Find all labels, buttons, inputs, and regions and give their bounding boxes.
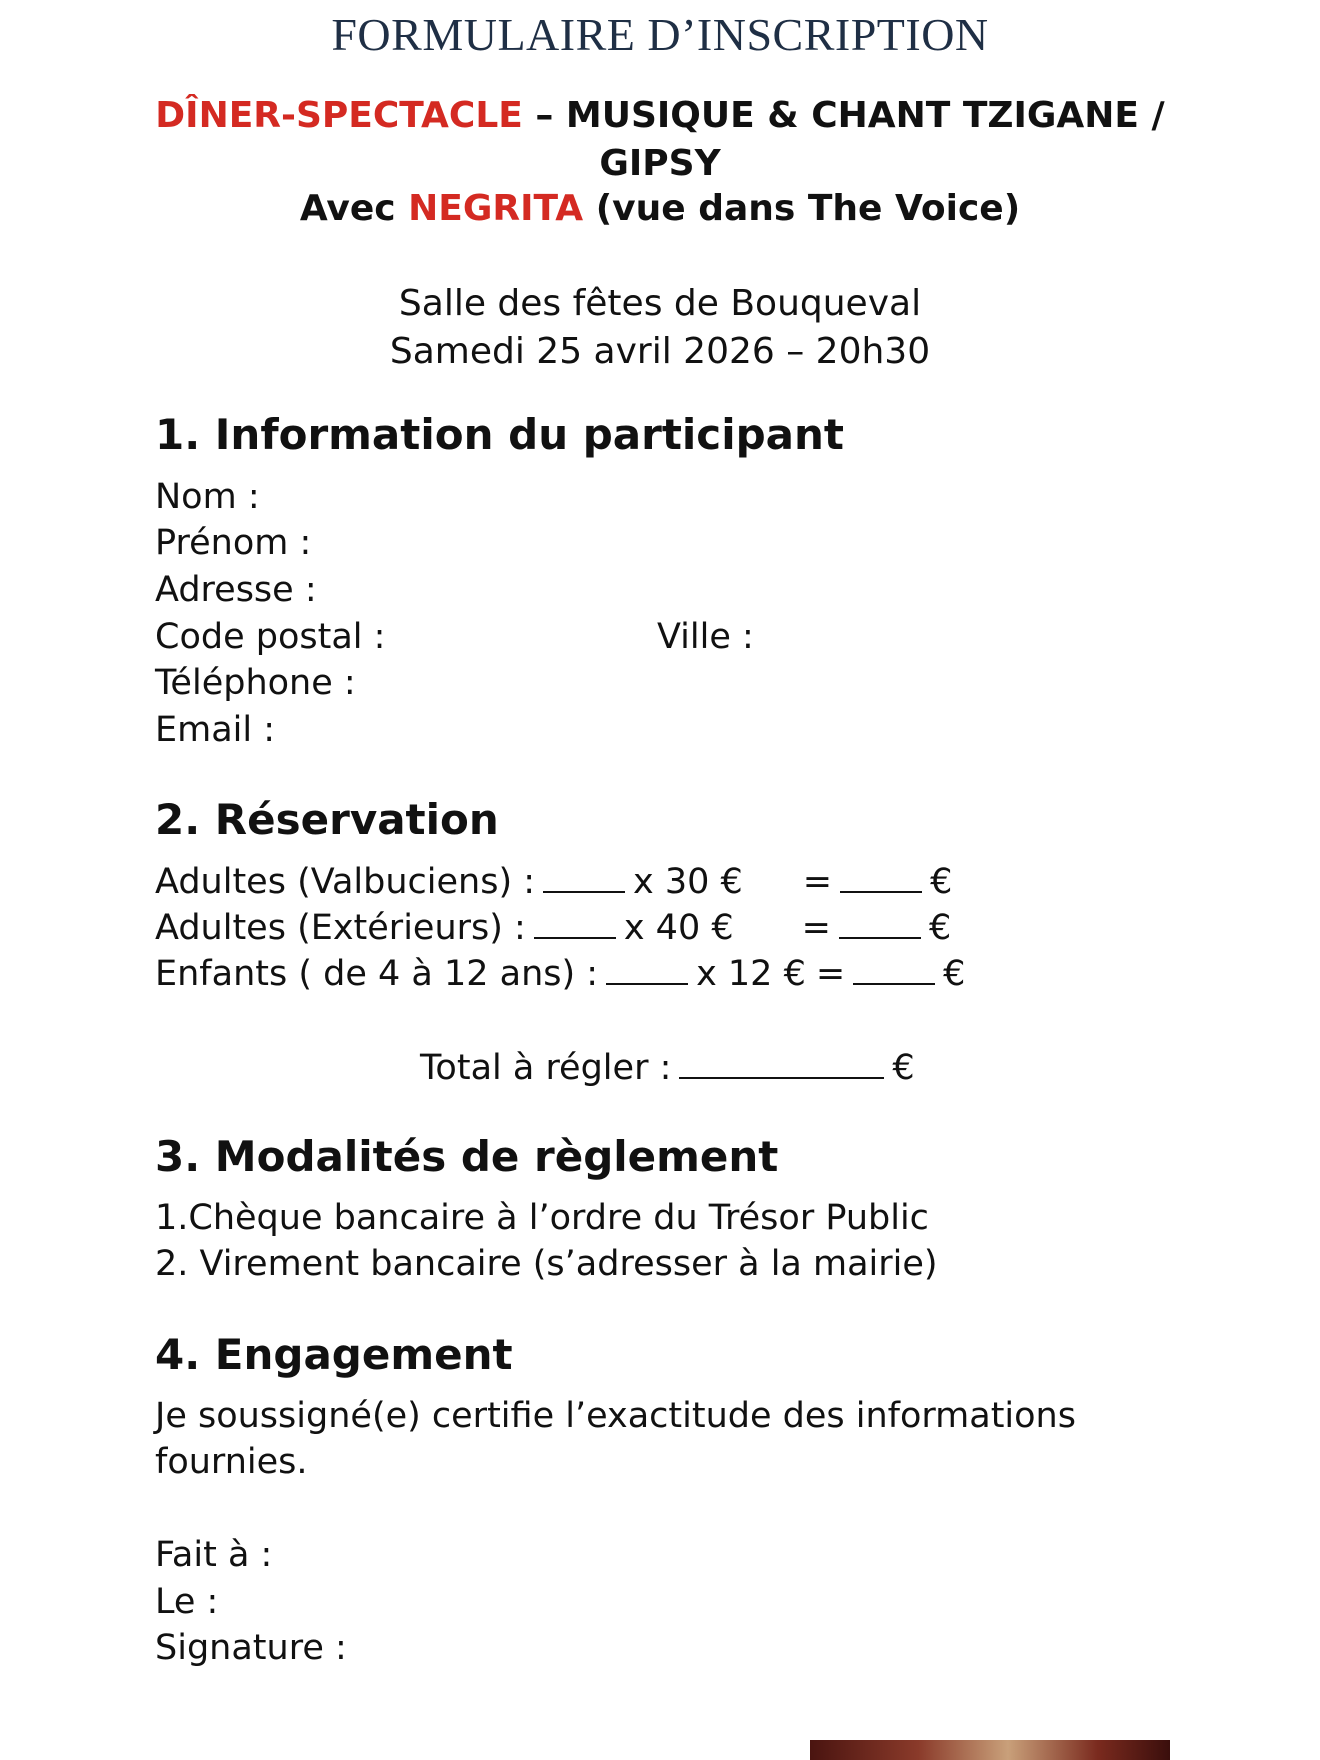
total-currency: € xyxy=(892,1048,915,1088)
artist-prefix: Avec xyxy=(299,188,409,229)
field-prenom: Prénom : xyxy=(155,523,312,563)
section-participant-title: 1. Information du participant xyxy=(155,410,844,459)
currency: € xyxy=(943,954,966,994)
venue-block xyxy=(0,280,1320,376)
equals-sign: = xyxy=(801,908,831,948)
payment-option-cheque: 1.Chèque bancaire à l’ordre du Trésor Public xyxy=(155,1198,929,1238)
reservation-row-enfants xyxy=(155,953,965,994)
currency: € xyxy=(928,908,952,948)
section-engagement-title: 4. Engagement xyxy=(155,1330,513,1379)
event-photo xyxy=(810,1740,1170,1760)
subtotal-blank xyxy=(840,861,922,893)
artist-note: (vue dans The Voice) xyxy=(583,188,1021,229)
field-fait-a: Fait à : xyxy=(155,1535,273,1575)
artist-name: NEGRITA xyxy=(408,188,584,229)
quantity-blank xyxy=(534,907,616,939)
field-telephone: Téléphone : xyxy=(155,663,356,703)
subtotal-blank xyxy=(839,907,921,939)
field-email: Email : xyxy=(155,710,276,750)
event-theme-line2: GIPSY xyxy=(599,143,721,184)
equals-sign: = xyxy=(815,954,846,994)
field-adresse: Adresse : xyxy=(155,570,317,610)
field-ville: Ville : xyxy=(657,617,754,657)
field-code-postal: Code postal : xyxy=(155,617,386,657)
equals-sign: = xyxy=(802,862,833,902)
section-reservation-title: 2. Réservation xyxy=(155,795,499,844)
quantity-blank xyxy=(606,953,688,985)
form-title: FORMULAIRE D’INSCRIPTION xyxy=(331,9,989,60)
event-type: DÎNER-SPECTACLE xyxy=(155,95,523,136)
reservation-label: Enfants ( de 4 à 12 ans) : xyxy=(155,954,599,994)
field-signature: Signature : xyxy=(155,1628,347,1668)
payment-option-virement: 2. Virement bancaire (s’adresser à la mairie) xyxy=(155,1244,938,1284)
artist-line xyxy=(0,188,1320,229)
venue: Salle des fêtes de Bouqueval xyxy=(398,283,922,324)
subtotal-blank xyxy=(853,953,935,985)
event-theme: – MUSIQUE & CHANT TZIGANE / xyxy=(522,95,1165,136)
event-title xyxy=(0,92,1320,188)
quantity-blank xyxy=(543,861,625,893)
unit-price: x 12 € xyxy=(696,954,806,994)
unit-price: x 40 € xyxy=(623,908,734,948)
total-label: Total à régler : xyxy=(420,1048,672,1088)
section-payment-title: 3. Modalités de règlement xyxy=(155,1132,779,1181)
reservation-row-exterieurs xyxy=(155,907,951,948)
field-le: Le : xyxy=(155,1582,219,1622)
reservation-label: Adultes (Extérieurs) : xyxy=(155,908,526,948)
engagement-text-line2: fournies. xyxy=(155,1442,308,1482)
total-row xyxy=(420,1047,915,1088)
engagement-text-line1: Je soussigné(e) certifie l’exactitude des informations xyxy=(155,1396,1076,1436)
unit-price: x 30 € xyxy=(633,862,743,902)
field-nom: Nom : xyxy=(155,477,260,517)
currency: € xyxy=(930,862,953,902)
reservation-label: Adultes (Valbuciens) : xyxy=(155,862,536,902)
total-blank xyxy=(679,1047,884,1079)
event-date: Samedi 25 avril 2026 – 20h30 xyxy=(389,331,931,372)
reservation-row-valbuciens xyxy=(155,861,952,902)
